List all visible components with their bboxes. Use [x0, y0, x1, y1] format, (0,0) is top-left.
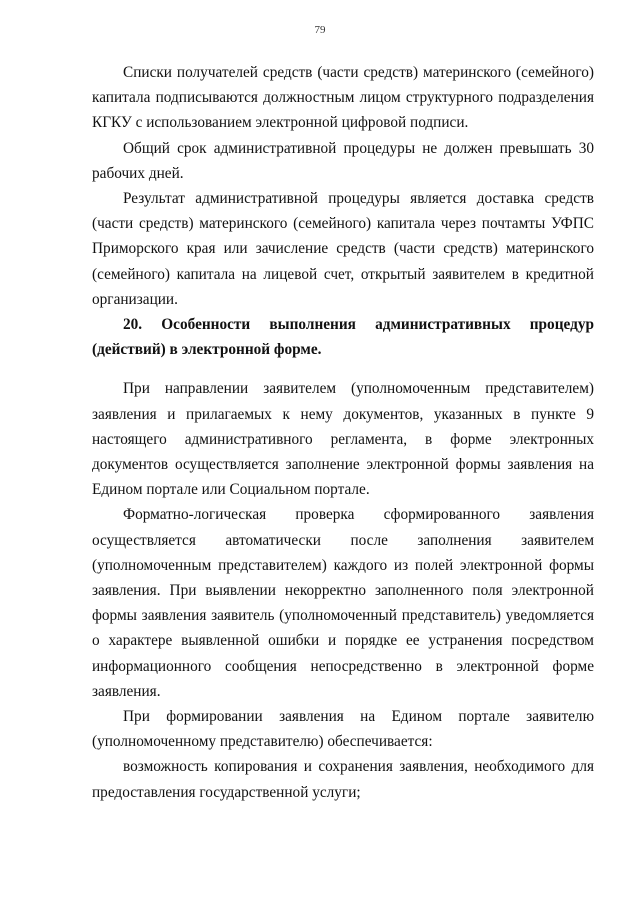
page-number: 79: [314, 24, 326, 36]
document-body: [92, 60, 594, 805]
paragraph-electronic-submission: При направлении заявителем (уполномоченным представителем) заявления и прилагаемых к нему документов, указанных в пункте 9 настоящего административного регламента, в форме электронных документов осуществляется заполнение электронной формы заявления на Едином портале или Социальном портале.: [92, 380, 594, 499]
section-heading: [92, 312, 594, 362]
paragraph-result: Результат административной процедуры является доставка средств (части средств) материнского (семейного) капитала через почтамты УФПС Приморского края или зачисление средств (части средств) материнского (семейного) капитала на лицевой счет, открытый заявителем в кредитной организации.: [92, 190, 594, 308]
section-spacer: [92, 362, 594, 376]
section-title: Особенности выполнения административных процедур (действий) в электронной форме.: [92, 316, 595, 359]
paragraph-total-duration: Общий срок административной процедуры не должен превышать 30 рабочих дней.: [92, 139, 594, 182]
paragraph-format-check: Форматно-логическая проверка сформированного заявления осуществляется автоматически после заполнения заявителем (уполномоченным представителем) каждого из полей электронной формы заявления. При выявлении некорректно заполненного поля электронной формы заявления заявитель (уполномоченный представитель) уведомляется о характере выявленной ошибки и порядке ее устранения посредством информационного сообщения непосредственно в электронной форме заявления.: [92, 506, 594, 700]
paragraph-signing: Списки получателей средств (части средств) материнского (семейного) капитала подписываются должностным лицом структурного подразделения КГКУ с использованием электронной цифровой подписи.: [92, 64, 594, 132]
section-number: 20.: [123, 316, 143, 334]
paragraph-copy-save: возможность копирования и сохранения заявления, необходимого для предоставления государственной услуги;: [92, 758, 594, 801]
paragraph-portal-provides: При формировании заявления на Едином портале заявителю (уполномоченному представителю) обеспечивается:: [92, 708, 594, 751]
